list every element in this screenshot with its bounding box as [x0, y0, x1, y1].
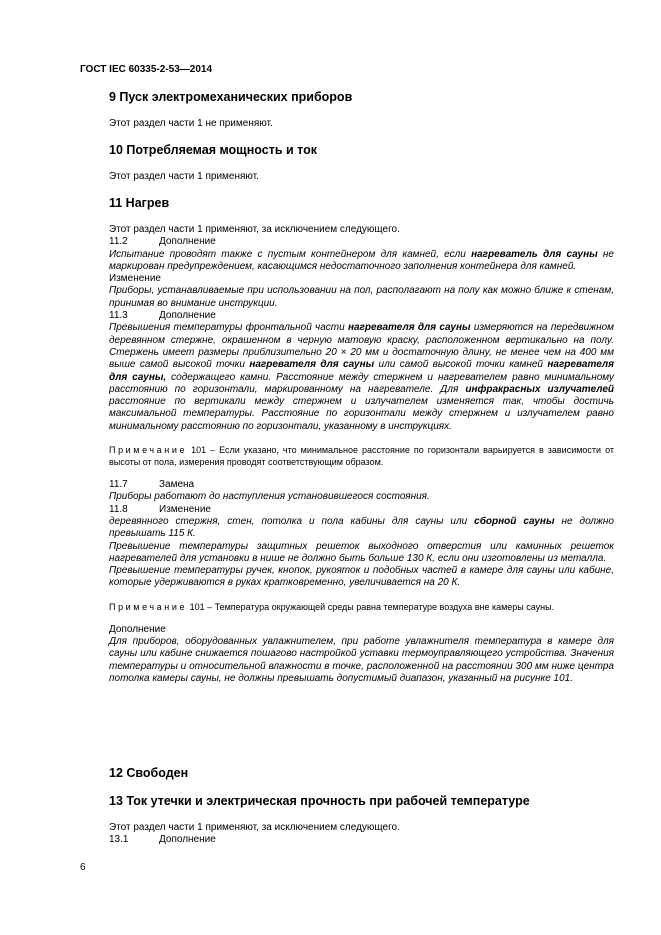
section-9-body — [109, 118, 614, 130]
defined-term: нагревателя для сауны — [249, 359, 375, 371]
text-run: Превышения температуры фронтальной части — [109, 322, 348, 334]
section-13-body — [109, 822, 614, 847]
note-text: 101 – Если указано, что минимальное расстояние по горизонтали варьируется в зависимости от высоты от пола, измерения проводят соответствующим образом. — [109, 445, 614, 468]
clause-label: Замена — [159, 479, 195, 491]
note-text: 101 – Температура окружающей среды равна температуре воздуха вне камеры сауны. — [187, 601, 555, 612]
text-run: не должно превышать 115 К. — [109, 515, 614, 540]
clause-label: Дополнение — [159, 236, 216, 248]
text-run: деревянного стержня, стен, потолка и пола кабины для сауны или — [109, 515, 475, 527]
paragraph-11-2 — [109, 249, 614, 274]
note-11-8 — [109, 601, 614, 613]
clause-label: Дополнение — [159, 310, 216, 322]
text-run: расстояние по вертикали между стержнем и излучателем изменяется так, чтобы достичь максимальной температуры. Расстояние по горизонтали между стержнем и излучателем равно минимальному расстоянию по горизонтали, указанному в инструкциях. — [109, 396, 614, 432]
section-13-title: 13 Ток утечки и электрическая прочность при рабочей температуре — [109, 794, 530, 808]
clause-label: Изменение — [159, 503, 211, 515]
clause-11-7 — [109, 479, 614, 491]
section-10-body — [109, 171, 614, 183]
standard-header: ГОСТ IEC 60335-2-53—2014 — [80, 64, 213, 75]
addition-label: Дополнение — [109, 623, 166, 635]
section-11-title: 11 Нагрев — [109, 196, 170, 210]
clause-number: 11.8 — [109, 503, 128, 515]
section-10-title: 10 Потребляемая мощность и ток — [109, 143, 317, 157]
defined-term: нагревателя для сауны — [347, 322, 471, 334]
clause-11-8 — [109, 504, 614, 516]
paragraph-11-8-a — [109, 516, 614, 541]
text-run: или самой высокой точки камней — [374, 359, 548, 371]
page-number: 6 — [80, 862, 86, 873]
text-run: измеряются на передвижном деревянном стержне, окрашенном в черную матовую краску, расположенном вертикально на полу. Стержень имеет размеры приблизительно 20 × 20 мм и достаточную длину, не менее чем на 400 мм выше самой высокой точки — [109, 322, 615, 371]
clause-number: 11.7 — [109, 479, 128, 491]
defined-term: нагреватель для сауны — [471, 248, 598, 260]
section-10-text: Этот раздел части 1 применяют. — [109, 171, 259, 182]
defined-term: сборной сауны — [474, 515, 555, 527]
section-13-intro: Этот раздел части 1 применяют, за исключением следующего. — [109, 822, 400, 833]
change-label: Изменение — [109, 273, 161, 285]
clause-number: 13.1 — [109, 834, 129, 846]
section-9-text: Этот раздел части 1 не применяют. — [109, 118, 273, 129]
text-run: не маркирован предупреждением, касающимся недостаточного заполнения контейнера для камней. — [109, 248, 614, 272]
clause-13-1 — [109, 834, 614, 846]
paragraph-11-3 — [109, 322, 614, 433]
note-11-3 — [109, 444, 614, 468]
note-label: Примечание — [109, 445, 188, 456]
paragraph-11-8-addition: Для приборов, оборудованных увлажнителем, при работе увлажнителя температура в камере для сауны или кабине снижается пошагово настройкой уставки термоуправляющего устройства. Значения температуры и относительной влажности в точке, расположенной на расстоянии 300 мм ниже центра потолка камеры сауны, не должны превышать допустимый диапазон, указанный на рисунке 101. — [109, 636, 614, 684]
paragraph-11-7: Приборы работают до наступления установившегося состояния. — [109, 491, 430, 503]
paragraph-11-8-b: Превышение температуры защитных решеток выходного отверстия или каминных решеток нагревателей для установки в нише не должно быть больше 130 К, если они изготовлены из металла. — [109, 540, 614, 564]
section-11-body — [109, 224, 614, 685]
text-run: содержащего камни. Расстояние между стержнем и нагревателем равно минимальному расстоянию по горизонтали, маркированному на нагревателе. Для — [109, 371, 615, 395]
clause-number: 11.2 — [109, 236, 128, 248]
section-9-title: 9 Пуск электромеханических приборов — [109, 90, 353, 104]
section-11-intro: Этот раздел части 1 применяют, за исключением следующего. — [109, 224, 400, 235]
defined-term: инфракрасных излучателей — [465, 383, 615, 395]
defined-term: нагревателя для сауны, — [109, 359, 614, 383]
clause-11-3 — [109, 310, 614, 322]
paragraph-11-8-c: Превышение температуры ручек, кнопок, рукояток и подобных частей в камере для сауны или кабине, которые удерживаются в руках кратковременно, увеличивается на 20 К. — [109, 565, 614, 589]
text-run: Испытание проводят также с пустым контейнером для камней, если — [109, 248, 472, 260]
clause-label: Дополнение — [159, 834, 216, 846]
section-12-title: 12 Свободен — [109, 766, 189, 780]
paragraph-11-2-change: Приборы, устанавливаемые при использовании на пол, располагают на полу как можно ближе к стенам, принимая во внимание инструкции. — [109, 285, 614, 309]
note-label: Примечание — [109, 601, 188, 612]
clause-11-2 — [109, 236, 614, 248]
clause-number: 11.3 — [109, 310, 128, 322]
